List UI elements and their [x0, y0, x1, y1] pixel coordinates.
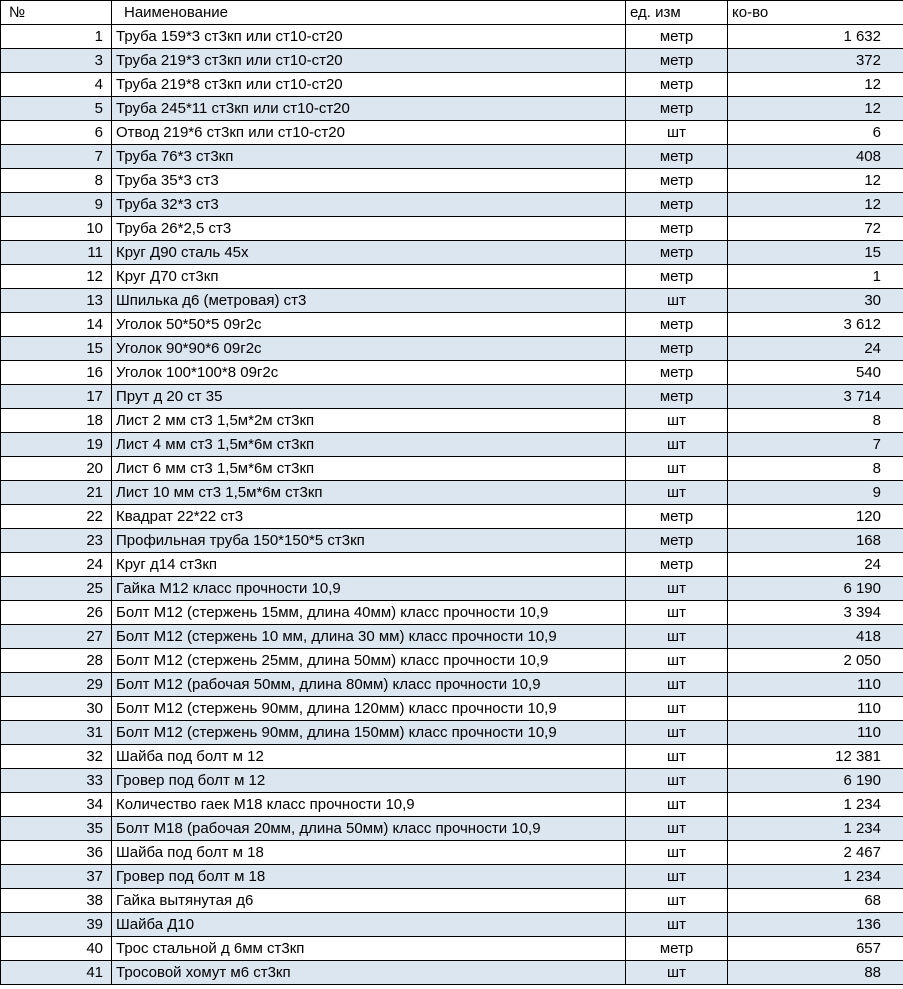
cell-unit[interactable]: шт — [626, 457, 728, 481]
cell-number[interactable]: 31 — [1, 721, 112, 745]
cell-unit[interactable]: метр — [626, 385, 728, 409]
cell-quantity[interactable]: 1 — [728, 265, 903, 289]
cell-unit[interactable]: метр — [626, 193, 728, 217]
cell-quantity[interactable]: 72 — [728, 217, 903, 241]
cell-name[interactable]: Круг Д70 ст3кп — [112, 265, 626, 289]
cell-name[interactable]: Шайба Д10 — [112, 913, 626, 937]
table-row — [1, 481, 903, 505]
cell-name[interactable]: Труба 26*2,5 ст3 — [112, 217, 626, 241]
cell-unit[interactable]: метр — [626, 553, 728, 577]
cell-name[interactable]: Шпилька д6 (метровая) ст3 — [112, 289, 626, 313]
table-header — [1, 1, 903, 25]
cell-unit[interactable]: метр — [626, 145, 728, 169]
cell-quantity[interactable]: 120 — [728, 505, 903, 529]
table-row — [1, 649, 903, 673]
cell-quantity[interactable]: 1 234 — [728, 793, 903, 817]
table-row — [1, 169, 903, 193]
cell-unit[interactable]: метр — [626, 505, 728, 529]
table-row — [1, 217, 903, 241]
cell-quantity[interactable]: 372 — [728, 49, 903, 73]
cell-name[interactable]: Шайба под болт м 18 — [112, 841, 626, 865]
cell-number[interactable]: 23 — [1, 529, 112, 553]
cell-quantity[interactable]: 8 — [728, 457, 903, 481]
cell-number[interactable]: 15 — [1, 337, 112, 361]
cell-number[interactable]: 26 — [1, 601, 112, 625]
cell-number[interactable]: 41 — [1, 961, 112, 985]
cell-unit[interactable]: метр — [626, 361, 728, 385]
table-row — [1, 145, 903, 169]
header-number[interactable]: № — [1, 1, 112, 25]
table-row — [1, 73, 903, 97]
cell-name[interactable]: Болт М12 (стержень 25мм, длина 50мм) класс прочности 10,9 — [112, 649, 626, 673]
cell-quantity[interactable]: 12 — [728, 169, 903, 193]
cell-unit[interactable]: шт — [626, 841, 728, 865]
cell-unit[interactable]: метр — [626, 97, 728, 121]
table-row — [1, 889, 903, 913]
cell-name[interactable]: Труба 76*3 ст3кп — [112, 145, 626, 169]
cell-unit[interactable]: метр — [626, 49, 728, 73]
cell-number[interactable]: 20 — [1, 457, 112, 481]
cell-unit[interactable]: метр — [626, 337, 728, 361]
table-row — [1, 793, 903, 817]
cell-quantity[interactable]: 24 — [728, 337, 903, 361]
table-row — [1, 265, 903, 289]
cell-number[interactable]: 22 — [1, 505, 112, 529]
cell-name[interactable]: Шайба под болт м 12 — [112, 745, 626, 769]
cell-number[interactable]: 14 — [1, 313, 112, 337]
cell-number[interactable]: 9 — [1, 193, 112, 217]
cell-quantity[interactable]: 110 — [728, 673, 903, 697]
cell-quantity[interactable]: 418 — [728, 625, 903, 649]
cell-name[interactable]: Круг д14 ст3кп — [112, 553, 626, 577]
cell-unit[interactable]: шт — [626, 961, 728, 985]
cell-quantity[interactable]: 12 — [728, 193, 903, 217]
cell-quantity[interactable]: 88 — [728, 961, 903, 985]
cell-name[interactable]: Гайка М12 класс прочности 10,9 — [112, 577, 626, 601]
cell-number[interactable]: 19 — [1, 433, 112, 457]
cell-name[interactable]: Болт М12 (стержень 90мм, длина 150мм) класс прочности 10,9 — [112, 721, 626, 745]
cell-quantity[interactable]: 2 467 — [728, 841, 903, 865]
cell-number[interactable]: 18 — [1, 409, 112, 433]
cell-quantity[interactable]: 1 234 — [728, 817, 903, 841]
table-row — [1, 241, 903, 265]
cell-unit[interactable]: шт — [626, 793, 728, 817]
cell-name[interactable]: Болт М12 (стержень 15мм, длина 40мм) класс прочности 10,9 — [112, 601, 626, 625]
cell-quantity[interactable]: 540 — [728, 361, 903, 385]
cell-number[interactable]: 24 — [1, 553, 112, 577]
cell-number[interactable]: 28 — [1, 649, 112, 673]
cell-name[interactable]: Уголок 50*50*5 09г2с — [112, 313, 626, 337]
cell-name[interactable]: Труба 159*3 ст3кп или ст10-ст20 — [112, 25, 626, 49]
cell-unit[interactable]: шт — [626, 745, 728, 769]
header-quantity[interactable]: ко-во — [728, 1, 903, 25]
cell-name[interactable]: Болт М12 (стержень 10 мм, длина 30 мм) класс прочности 10,9 — [112, 625, 626, 649]
table-row — [1, 961, 903, 985]
cell-quantity[interactable]: 12 — [728, 97, 903, 121]
cell-name[interactable]: Труба 35*3 ст3 — [112, 169, 626, 193]
cell-quantity[interactable]: 110 — [728, 697, 903, 721]
table-row — [1, 337, 903, 361]
table-body — [1, 25, 903, 985]
cell-unit[interactable]: шт — [626, 889, 728, 913]
cell-name[interactable]: Болт М18 (рабочая 20мм, длина 50мм) класс прочности 10,9 — [112, 817, 626, 841]
cell-unit[interactable]: метр — [626, 73, 728, 97]
cell-unit[interactable]: шт — [626, 649, 728, 673]
cell-unit[interactable]: шт — [626, 721, 728, 745]
cell-unit[interactable]: метр — [626, 241, 728, 265]
table-row — [1, 313, 903, 337]
cell-number[interactable]: 3 — [1, 49, 112, 73]
cell-quantity[interactable]: 3 394 — [728, 601, 903, 625]
cell-unit[interactable]: метр — [626, 265, 728, 289]
cell-unit[interactable]: шт — [626, 433, 728, 457]
table-row — [1, 409, 903, 433]
header-name[interactable]: Наименование — [112, 1, 626, 25]
table-row — [1, 97, 903, 121]
cell-unit[interactable]: метр — [626, 217, 728, 241]
table-row — [1, 289, 903, 313]
cell-number[interactable]: 29 — [1, 673, 112, 697]
table-row — [1, 385, 903, 409]
cell-name[interactable]: Труба 245*11 ст3кп или ст10-ст20 — [112, 97, 626, 121]
cell-number[interactable]: 30 — [1, 697, 112, 721]
cell-name[interactable]: Уголок 90*90*6 09г2с — [112, 337, 626, 361]
cell-unit[interactable]: метр — [626, 529, 728, 553]
table-row — [1, 817, 903, 841]
cell-number[interactable]: 10 — [1, 217, 112, 241]
table-row — [1, 697, 903, 721]
cell-number[interactable]: 37 — [1, 865, 112, 889]
cell-number[interactable]: 40 — [1, 937, 112, 961]
cell-unit[interactable]: шт — [626, 625, 728, 649]
cell-quantity[interactable]: 3 612 — [728, 313, 903, 337]
cell-quantity[interactable]: 657 — [728, 937, 903, 961]
table-row — [1, 625, 903, 649]
cell-name[interactable]: Труба 219*8 ст3кп или ст10-ст20 — [112, 73, 626, 97]
table-row — [1, 745, 903, 769]
cell-quantity[interactable]: 6 190 — [728, 769, 903, 793]
cell-name[interactable]: Болт М12 (стержень 90мм, длина 120мм) класс прочности 10,9 — [112, 697, 626, 721]
cell-number[interactable]: 6 — [1, 121, 112, 145]
cell-name[interactable]: Гровер под болт м 18 — [112, 865, 626, 889]
cell-unit[interactable]: шт — [626, 577, 728, 601]
cell-number[interactable]: 13 — [1, 289, 112, 313]
cell-quantity[interactable]: 136 — [728, 913, 903, 937]
cell-unit[interactable]: шт — [626, 481, 728, 505]
cell-number[interactable]: 34 — [1, 793, 112, 817]
cell-number[interactable]: 17 — [1, 385, 112, 409]
table-row — [1, 769, 903, 793]
cell-number[interactable]: 39 — [1, 913, 112, 937]
cell-number[interactable]: 7 — [1, 145, 112, 169]
cell-name[interactable]: Лист 4 мм ст3 1,5м*6м ст3кп — [112, 433, 626, 457]
cell-number[interactable]: 16 — [1, 361, 112, 385]
cell-number[interactable]: 33 — [1, 769, 112, 793]
cell-quantity[interactable]: 24 — [728, 553, 903, 577]
cell-unit[interactable]: шт — [626, 121, 728, 145]
cell-quantity[interactable]: 3 714 — [728, 385, 903, 409]
cell-unit[interactable]: шт — [626, 913, 728, 937]
table-row — [1, 865, 903, 889]
table-row — [1, 601, 903, 625]
cell-quantity[interactable]: 8 — [728, 409, 903, 433]
cell-name[interactable]: Количество гаек М18 класс прочности 10,9 — [112, 793, 626, 817]
cell-quantity[interactable]: 2 050 — [728, 649, 903, 673]
cell-quantity[interactable]: 6 190 — [728, 577, 903, 601]
header-row — [1, 1, 903, 25]
cell-quantity[interactable]: 12 — [728, 73, 903, 97]
cell-number[interactable]: 21 — [1, 481, 112, 505]
cell-number[interactable]: 11 — [1, 241, 112, 265]
cell-quantity[interactable]: 408 — [728, 145, 903, 169]
cell-quantity[interactable]: 1 234 — [728, 865, 903, 889]
table-row — [1, 937, 903, 961]
cell-unit[interactable]: шт — [626, 673, 728, 697]
cell-number[interactable]: 8 — [1, 169, 112, 193]
cell-unit[interactable]: шт — [626, 769, 728, 793]
cell-unit[interactable]: шт — [626, 409, 728, 433]
cell-quantity[interactable]: 1 632 — [728, 25, 903, 49]
cell-unit[interactable]: метр — [626, 25, 728, 49]
table-row — [1, 121, 903, 145]
table-row — [1, 529, 903, 553]
cell-quantity[interactable]: 110 — [728, 721, 903, 745]
cell-number[interactable]: 38 — [1, 889, 112, 913]
header-unit[interactable]: ед. изм — [626, 1, 728, 25]
cell-number[interactable]: 35 — [1, 817, 112, 841]
cell-name[interactable]: Труба 32*3 ст3 — [112, 193, 626, 217]
cell-unit[interactable]: шт — [626, 865, 728, 889]
cell-quantity[interactable]: 12 381 — [728, 745, 903, 769]
table-row — [1, 49, 903, 73]
table-row — [1, 673, 903, 697]
cell-name[interactable]: Труба 219*3 ст3кп или ст10-ст20 — [112, 49, 626, 73]
cell-quantity[interactable]: 15 — [728, 241, 903, 265]
table-row — [1, 577, 903, 601]
cell-quantity[interactable]: 9 — [728, 481, 903, 505]
cell-unit[interactable]: шт — [626, 697, 728, 721]
cell-unit[interactable]: шт — [626, 289, 728, 313]
cell-unit[interactable]: шт — [626, 817, 728, 841]
table-row — [1, 193, 903, 217]
cell-name[interactable]: Уголок 100*100*8 09г2с — [112, 361, 626, 385]
cell-quantity[interactable]: 6 — [728, 121, 903, 145]
cell-name[interactable]: Лист 10 мм ст3 1,5м*6м ст3кп — [112, 481, 626, 505]
table-row — [1, 433, 903, 457]
cell-number[interactable]: 12 — [1, 265, 112, 289]
cell-quantity[interactable]: 68 — [728, 889, 903, 913]
cell-number[interactable]: 27 — [1, 625, 112, 649]
cell-name[interactable]: Трос стальной д 6мм ст3кп — [112, 937, 626, 961]
cell-unit[interactable]: метр — [626, 169, 728, 193]
cell-name[interactable]: Квадрат 22*22 ст3 — [112, 505, 626, 529]
cell-name[interactable]: Прут д 20 ст 35 — [112, 385, 626, 409]
table-row — [1, 505, 903, 529]
cell-quantity[interactable]: 30 — [728, 289, 903, 313]
cell-name[interactable]: Круг Д90 сталь 45х — [112, 241, 626, 265]
table-row — [1, 913, 903, 937]
cell-name[interactable]: Гайка вытянутая д6 — [112, 889, 626, 913]
cell-name[interactable]: Лист 6 мм ст3 1,5м*6м ст3кп — [112, 457, 626, 481]
cell-name[interactable]: Тросовой хомут м6 ст3кп — [112, 961, 626, 985]
table-row — [1, 361, 903, 385]
cell-number[interactable]: 1 — [1, 25, 112, 49]
table-row — [1, 841, 903, 865]
cell-unit[interactable]: метр — [626, 313, 728, 337]
cell-name[interactable]: Профильная труба 150*150*5 ст3кп — [112, 529, 626, 553]
cell-number[interactable]: 36 — [1, 841, 112, 865]
cell-quantity[interactable]: 7 — [728, 433, 903, 457]
table-row — [1, 457, 903, 481]
cell-unit[interactable]: шт — [626, 601, 728, 625]
cell-number[interactable]: 5 — [1, 97, 112, 121]
cell-name[interactable]: Отвод 219*6 ст3кп или ст10-ст20 — [112, 121, 626, 145]
cell-name[interactable]: Гровер под болт м 12 — [112, 769, 626, 793]
table-row — [1, 553, 903, 577]
cell-quantity[interactable]: 168 — [728, 529, 903, 553]
cell-unit[interactable]: метр — [626, 937, 728, 961]
cell-name[interactable]: Болт М12 (рабочая 50мм, длина 80мм) класс прочности 10,9 — [112, 673, 626, 697]
cell-number[interactable]: 32 — [1, 745, 112, 769]
table-row — [1, 25, 903, 49]
table-row — [1, 721, 903, 745]
cell-number[interactable]: 25 — [1, 577, 112, 601]
cell-number[interactable]: 4 — [1, 73, 112, 97]
cell-name[interactable]: Лист 2 мм ст3 1,5м*2м ст3кп — [112, 409, 626, 433]
